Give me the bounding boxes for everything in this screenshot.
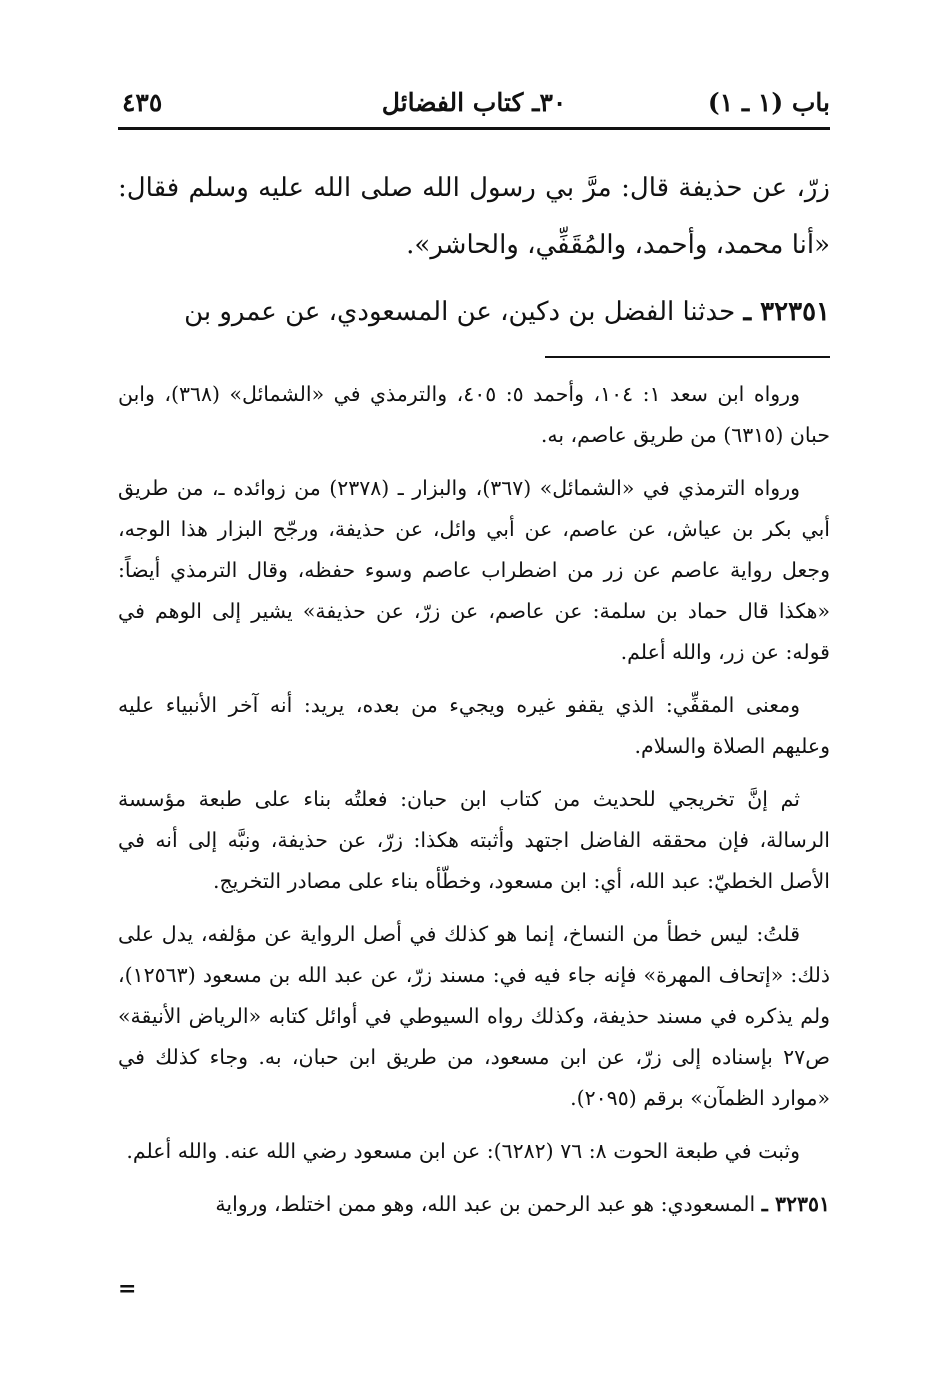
chapter-title: باب (١ ـ ١) xyxy=(707,88,830,117)
page-number: ٤٣٥ xyxy=(122,88,163,117)
footnote-paragraph: وثبت في طبعة الحوت ٨: ٧٦ (٦٢٨٢): عن ابن مسعود رضي الله عنه. والله أعلم. xyxy=(126,1139,800,1163)
footnote-divider xyxy=(545,356,830,358)
footnote-entry xyxy=(118,1184,830,1225)
hadith-entry-text: حدثنا الفضل بن دكين، عن المسعودي، عن عمرو بن xyxy=(184,297,736,327)
footnote-paragraph: قلتُ: ليس خطأ من النساخ، إنما هو كذلك في أصل الرواية عن مؤلفه، يدل على ذلك: «إتحاف المهرة» فإنه جاء فيه في: مسند زرّ، عن عبد الله بن مسعود (١٢٥٦٣)، ولم يذكره في مسند حذيفة، وكذلك رواه السيوطي في أوائل كتابه «الرياض الأنيقة» ص٢٧ بإسناده إلى زرّ، عن ابن مسعود، من طريق ابن حبان، به. وجاء كذلك في «موارد الظمآن» برقم (٢٠٩٥). xyxy=(118,922,830,1110)
header-divider xyxy=(118,127,830,130)
footnote-paragraph: ثم إنَّ تخريجي للحديث من كتاب ابن حبان: فعلتُه بناء على طبعة مؤسسة الرسالة، فإن محققه الفاضل اجتهد وأثبته هكذا: زرّ، عن حذيفة، ونبَّه إلى أنه في الأصل الخطيّ: عبد الله، أي: ابن مسعود، وخطّأه بناء على مصادر التخريج. xyxy=(118,787,830,893)
continuation-mark: = xyxy=(118,1276,137,1302)
footnote-paragraph: ورواه الترمذي في «الشمائل» (٣٦٧)، والبزار ـ (٢٣٧٨) من زوائده ـ، من طريق أبي بكر بن عياش، عن عاصم، عن أبي وائل، عن حذيفة، ورجّح البزار هذا الوجه، وجعل رواية عاصم عن زر من اضطراب عاصم وسوء حفظه، وقال الترمذي أيضاً: «هكذا قال حماد بن سلمة: عن عاصم، عن زرّ، عن حذيفة» يشير إلى الوهم في قوله: عن زر، والله أعلم. xyxy=(118,476,830,664)
page-header xyxy=(118,82,830,126)
footnote-paragraph: ورواه ابن سعد ١: ١٠٤، وأحمد ٥: ٤٠٥، والترمذي في «الشمائل» (٣٦٨)، وابن حبان (٦٣١٥) من طريق عاصم، به. xyxy=(118,382,830,447)
footnotes xyxy=(118,374,830,1237)
hadith-text xyxy=(118,160,830,274)
book-title: ٣٠ـ كتاب الفضائل xyxy=(381,88,567,117)
hadith-text-body: زرّ، عن حذيفة قال: مرَّ بي رسول الله صلى الله عليه وسلم فقال: «أنا محمد، وأحمد، والمُقَفِّي، والحاشر». xyxy=(118,173,830,260)
hadith-entry xyxy=(118,284,830,341)
footnote-entry-text: المسعودي: هو عبد الرحمن بن عبد الله، وهو ممن اختلط، ورواية xyxy=(215,1192,756,1216)
footnote-number: ٣٢٣٥١ ـ xyxy=(761,1192,830,1216)
main-text xyxy=(118,160,830,341)
footnote-paragraph: ومعنى المقفِّي: الذي يقفو غيره ويجيء من بعده، يريد: أنه آخر الأنبياء عليه وعليهم الصلاة والسلام. xyxy=(118,693,830,758)
hadith-number: ٣٢٣٥١ ـ xyxy=(743,297,830,327)
